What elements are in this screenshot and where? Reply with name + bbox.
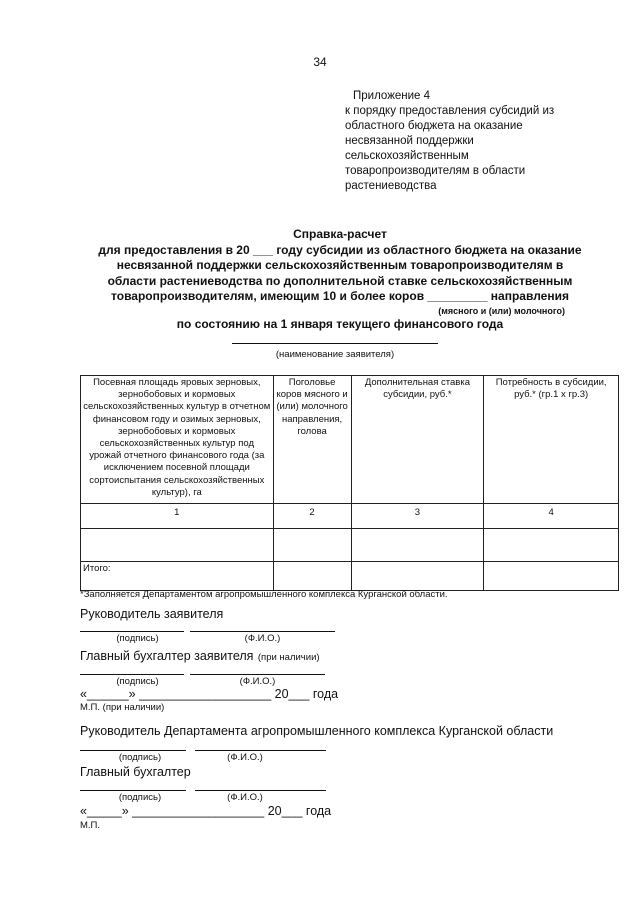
appendix-line: растениеводства — [345, 180, 437, 192]
column-number: 2 — [273, 504, 351, 529]
table-cell[interactable] — [351, 562, 484, 591]
page-number: 34 — [313, 55, 327, 69]
appendix-line: к порядку предоставления субсидий из — [345, 105, 555, 117]
if-any-note: (при наличии) — [257, 652, 320, 663]
table-cell[interactable] — [273, 529, 351, 562]
accountant-label: Главный бухгалтер — [80, 765, 191, 779]
appendix-title: Приложение 4 — [353, 90, 431, 102]
as-of-line: по состоянию на 1 января текущего финансового года — [176, 316, 504, 331]
header-cell: Потребность в субсидии, руб.* (гр.1 х гр.3) — [484, 376, 619, 504]
head-applicant-label: Руководитель заявителя — [80, 607, 224, 621]
heading-line: товаропроизводителям, имеющим 10 и более коров _________ направления — [111, 289, 569, 303]
signature-line[interactable] — [80, 750, 186, 751]
signature-caption: (подпись) — [116, 633, 159, 644]
header-cell: Посевная площадь яровых зерновых, зернобобовых и кормовых сельскохозяйственных культур в отчетном финансовом году и озимых зерновых, зернобобовых и кормовых сельскохозяйственных культур под урожай отчетного финансового года (за исключением посевной площади сортоиспытания сельскохозяйственных культур), га — [81, 376, 274, 504]
head-department-label: Руководитель Департамента агропромышленного комплекса Курганской области — [80, 724, 554, 738]
appendix-line: товаропроизводителям в области — [345, 165, 526, 177]
fio-caption: (Ф.И.О.) — [227, 752, 263, 763]
table-cell[interactable] — [81, 529, 274, 562]
signature-caption: (подпись) — [118, 752, 162, 763]
calculation-table — [80, 375, 619, 591]
date-line[interactable]: «_____» ___________________ 20___ года — [80, 804, 332, 818]
header-cell: Поголовье коров мясного и (или) молочного направления, голова — [273, 376, 351, 504]
fio-caption: (Ф.И.О.) — [239, 676, 276, 687]
appendix-block — [345, 89, 615, 194]
applicant-caption: (наименование заявителя) — [275, 349, 395, 360]
fio-line[interactable] — [195, 790, 326, 791]
appendix-line: сельскохозяйственным — [345, 150, 469, 162]
appendix-line: областного бюджета на оказание — [345, 120, 523, 132]
signature-caption: (подпись) — [118, 792, 162, 803]
table-cell[interactable] — [484, 562, 619, 591]
column-number: 4 — [484, 504, 619, 529]
fio-line[interactable] — [190, 674, 325, 675]
column-number: 1 — [81, 504, 274, 529]
column-number-row — [81, 504, 619, 529]
table-cell[interactable] — [484, 529, 619, 562]
header-cell: Дополнительная ставка субсидии, руб.* — [351, 376, 484, 504]
footnote: *Заполняется Департаментом агропромышленного комплекса Курганской области. — [80, 589, 448, 600]
table-cell[interactable] — [273, 562, 351, 591]
stamp-note: М.П. (при наличии) — [80, 702, 165, 713]
column-number: 3 — [351, 504, 484, 529]
signature-line[interactable] — [80, 790, 186, 791]
signature-caption: (подпись) — [116, 676, 159, 687]
total-row — [81, 562, 619, 591]
signature-line[interactable] — [80, 674, 184, 675]
appendix-line: несвязанной поддержки — [345, 135, 474, 147]
date-line[interactable]: «______» ___________________ 20___ года — [80, 687, 339, 701]
accountant-applicant-text: Главный бухгалтер заявителя — [80, 649, 254, 663]
signature-line[interactable] — [80, 631, 184, 632]
total-label: Итого: — [81, 562, 274, 591]
heading-line: несвязанной поддержки сельскохозяйственным товаропроизводителям в — [116, 258, 564, 272]
stamp-note: М.П. — [80, 820, 101, 831]
fio-caption: (Ф.И.О.) — [244, 633, 281, 644]
heading-line: для предоставления в 20 ___ году субсидии из областного бюджета на оказание — [98, 242, 582, 257]
fio-line[interactable] — [195, 750, 326, 751]
applicant-name-line[interactable] — [232, 343, 438, 344]
table-cell[interactable] — [351, 529, 484, 562]
document-title: Справка-расчет — [293, 227, 387, 241]
fio-line[interactable] — [190, 631, 335, 632]
fio-caption: (Ф.И.О.) — [227, 792, 263, 803]
accountant-applicant-label — [80, 647, 320, 665]
table-header-row — [81, 376, 619, 504]
heading-line: области растениеводства по дополнительной ставке сельскохозяйственным — [107, 273, 573, 288]
document-heading — [60, 227, 620, 332]
direction-note: (мясного и (или) молочного) — [438, 305, 565, 316]
table-row — [81, 529, 619, 562]
